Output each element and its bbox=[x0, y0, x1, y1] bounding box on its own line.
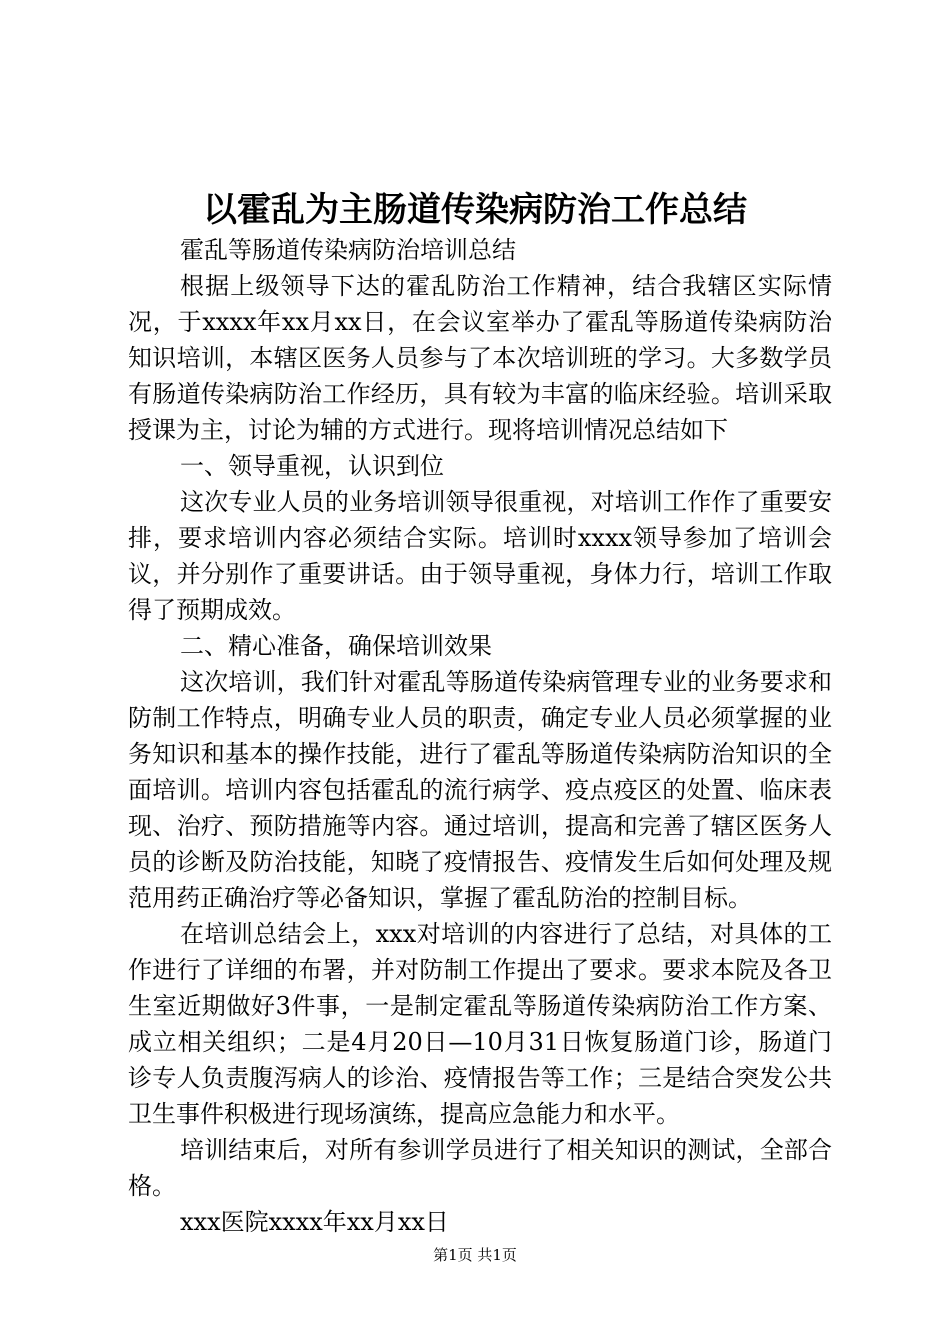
intro-paragraph: 根据上级领导下达的霍乱防治工作精神，结合我辖区实际情况，于xxxx年xx月xx日，在会议室举办了霍乱等肠道传染病防治知识培训，本辖区医务人员参与了本次培训班的学习。大多数学员有肠道传染病防治工作经历，具有较为丰富的临床经验。培训采取授课为主，讨论为辅的方式进行。现将培训情况总结如下 bbox=[128, 272, 832, 444]
section-2-paragraph: 这次培训，我们针对霍乱等肠道传染病管理专业的业务要求和防制工作特点，明确专业人员的职责，确定专业人员必须掌握的业务知识和基本的操作技能，进行了霍乱等肠道传染病防治知识的全面培训。培训内容包括霍乱的流行病学、疫点疫区的处置、临床表现、治疗、预防措施等内容。通过培训，提高和完善了辖区医务人员的诊断及防治技能，知晓了疫情报告、疫情发生后如何处理及规范用药正确治疗等必备知识，掌握了霍乱防治的控制目标。 bbox=[128, 668, 832, 912]
subtitle-paragraph: 霍乱等肠道传染病防治培训总结 bbox=[180, 236, 516, 264]
document-body bbox=[128, 232, 832, 1240]
page-number-footer: 第1页 共1页 bbox=[433, 1246, 517, 1264]
summary-meeting-paragraph: 在培训总结会上，xxx对培训的内容进行了总结，对具体的工作进行了详细的布署，并对防制工作提出了要求。要求本院及各卫生室近期做好3件事，一是制定霍乱等肠道传染病防治工作方案、成立相关组织；二是4月20日—10月31日恢复肠道门诊，肠道门诊专人负责腹泻病人的诊治、疫情报告等工作；三是结合突发公共卫生事件积极进行现场演练，提高应急能力和水平。 bbox=[128, 920, 832, 1128]
section-heading-1: 一、领导重视，认识到位 bbox=[180, 452, 444, 480]
signature-line: xxx医院xxxx年xx月xx日 bbox=[180, 1208, 449, 1236]
page-title: 以霍乱为主肠道传染病防治工作总结 bbox=[203, 190, 747, 230]
test-result-paragraph: 培训结束后，对所有参训学员进行了相关知识的测试，全部合格。 bbox=[128, 1136, 832, 1200]
section-1-paragraph: 这次专业人员的业务培训领导很重视，对培训工作作了重要安排，要求培训内容必须结合实际。培训时xxxx领导参加了培训会议，并分别作了重要讲话。由于领导重视，身体力行，培训工作取得了预期成效。 bbox=[128, 488, 832, 624]
section-heading-2: 二、精心准备，确保培训效果 bbox=[180, 632, 492, 660]
